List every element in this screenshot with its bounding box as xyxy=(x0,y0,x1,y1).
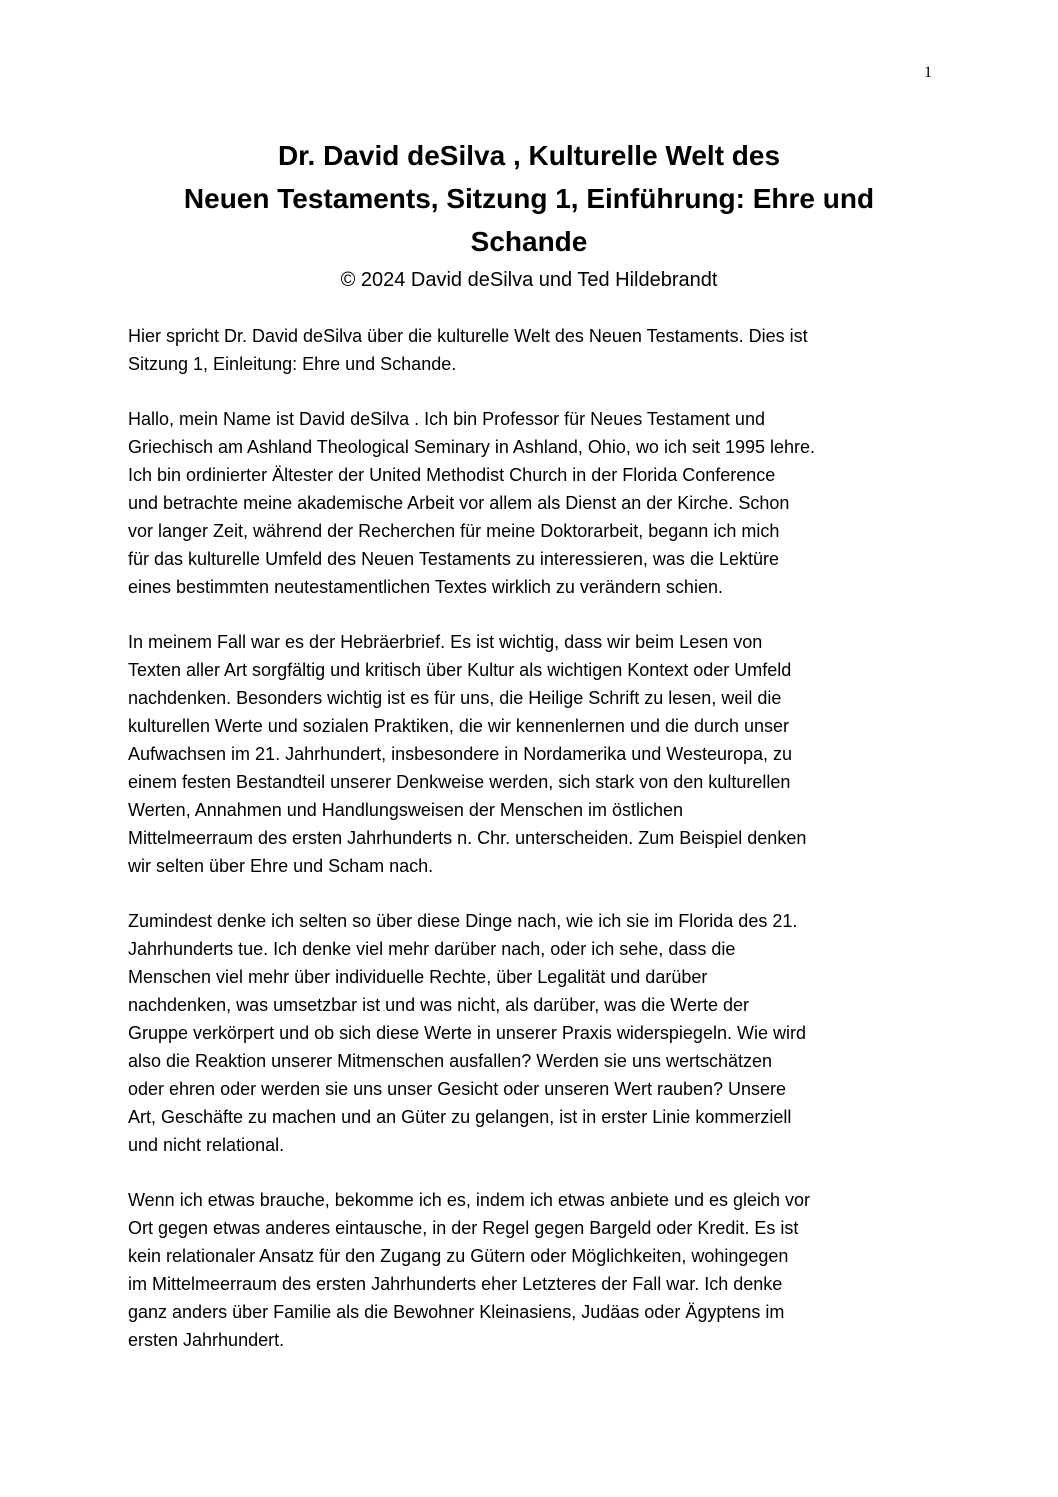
text-line: für das kulturelle Umfeld des Neuen Testaments zu interessieren, was die Lektüre xyxy=(128,549,779,569)
text-line: nachdenken. Besonders wichtig ist es für uns, die Heilige Schrift zu lesen, weil die xyxy=(128,688,782,708)
document-body xyxy=(128,322,933,1381)
text-line: einem festen Bestandteil unserer Denkweise werden, sich stark von den kulturellen xyxy=(128,772,791,792)
text-line: Jahrhunderts tue. Ich denke viel mehr darüber nach, oder ich sehe, dass die xyxy=(128,939,736,959)
paragraph-intro xyxy=(128,322,933,378)
copyright-notice: © 2024 David deSilva und Ted Hildebrandt xyxy=(340,269,718,291)
text-line: kein relationaler Ansatz für den Zugang zu Gütern oder Möglichkeiten, wohingegen xyxy=(128,1246,789,1266)
text-line: und nicht relational. xyxy=(128,1135,285,1155)
title-line: Dr. David deSilva , Kulturelle Welt des xyxy=(277,140,781,171)
text-line: Werten, Annahmen und Handlungsweisen der Menschen im östlichen xyxy=(128,800,683,820)
text-line: eines bestimmten neutestamentlichen Textes wirklich zu verändern schien. xyxy=(128,577,723,597)
page-number: 1 xyxy=(924,64,932,81)
text-line: wir selten über Ehre und Scham nach. xyxy=(128,856,434,876)
text-line: Sitzung 1, Einleitung: Ehre und Schande. xyxy=(128,354,457,374)
text-line: also die Reaktion unserer Mitmenschen ausfallen? Werden sie uns wertschätzen xyxy=(128,1051,773,1071)
text-line: vor langer Zeit, während der Recherchen für meine Doktorarbeit, begann ich mich xyxy=(128,521,780,541)
text-line: nachdenken, was umsetzbar ist und was nicht, als darüber, was die Werte der xyxy=(128,995,749,1015)
text-line: Wenn ich etwas brauche, bekomme ich es, indem ich etwas anbiete und es gleich vor xyxy=(128,1190,811,1210)
text-line: Ort gegen etwas anderes eintausche, in der Regel gegen Bargeld oder Kredit. Es ist xyxy=(128,1218,799,1238)
text-line: Hallo, mein Name ist David deSilva . Ich bin Professor für Neues Testament und xyxy=(128,409,765,429)
text-line: oder ehren oder werden sie uns unser Gesicht oder unseren Wert rauben? Unsere xyxy=(128,1079,787,1099)
text-line: und betrachte meine akademische Arbeit vor allem als Dienst an der Kirche. Schon xyxy=(128,493,790,513)
text-line: Gruppe verkörpert und ob sich diese Werte in unserer Praxis widerspiegeln. Wie wird xyxy=(128,1023,806,1043)
text-line: ganz anders über Familie als die Bewohner Kleinasiens, Judäas oder Ägyptens im xyxy=(128,1302,785,1322)
text-line: Ich bin ordinierter Ältester der United Methodist Church in der Florida Conference xyxy=(128,465,776,485)
title-line: Schande xyxy=(470,226,588,257)
title-line: Neuen Testaments, Sitzung 1, Einführung: Ehre und xyxy=(183,183,875,214)
text-line: kulturellen Werte und sozialen Praktiken, die wir kennenlernen und die durch unser xyxy=(128,716,790,736)
text-line: Texten aller Art sorgfältig und kritisch über Kultur als wichtigen Kontext oder Umfeld xyxy=(128,660,792,680)
text-line: Menschen viel mehr über individuelle Rechte, über Legalität und darüber xyxy=(128,967,708,987)
title-block xyxy=(100,134,958,293)
text-line: ersten Jahrhundert. xyxy=(128,1330,285,1350)
text-line: Art, Geschäfte zu machen und an Güter zu gelangen, ist in erster Linie kommerziell xyxy=(128,1107,792,1127)
paragraph xyxy=(128,405,933,601)
text-line: Zumindest denke ich selten so über diese Dinge nach, wie ich sie im Florida des 21. xyxy=(128,911,798,931)
paragraph xyxy=(128,907,933,1159)
paragraph xyxy=(128,628,933,880)
text-line: Mittelmeerraum des ersten Jahrhunderts n. Chr. unterscheiden. Zum Beispiel denken xyxy=(128,828,807,848)
paragraph xyxy=(128,1186,933,1354)
text-line: im Mittelmeerraum des ersten Jahrhunderts eher Letzteres der Fall war. Ich denke xyxy=(128,1274,783,1294)
text-line: Hier spricht Dr. David deSilva über die kulturelle Welt des Neuen Testaments. Dies ist xyxy=(128,326,808,346)
text-line: In meinem Fall war es der Hebräerbrief. Es ist wichtig, dass wir beim Lesen von xyxy=(128,632,763,652)
page-title xyxy=(100,134,958,263)
text-line: Aufwachsen im 21. Jahrhundert, insbesondere in Nordamerika und Westeuropa, zu xyxy=(128,744,793,764)
text-line: Griechisch am Ashland Theological Seminary in Ashland, Ohio, wo ich seit 1995 lehre. xyxy=(128,437,816,457)
